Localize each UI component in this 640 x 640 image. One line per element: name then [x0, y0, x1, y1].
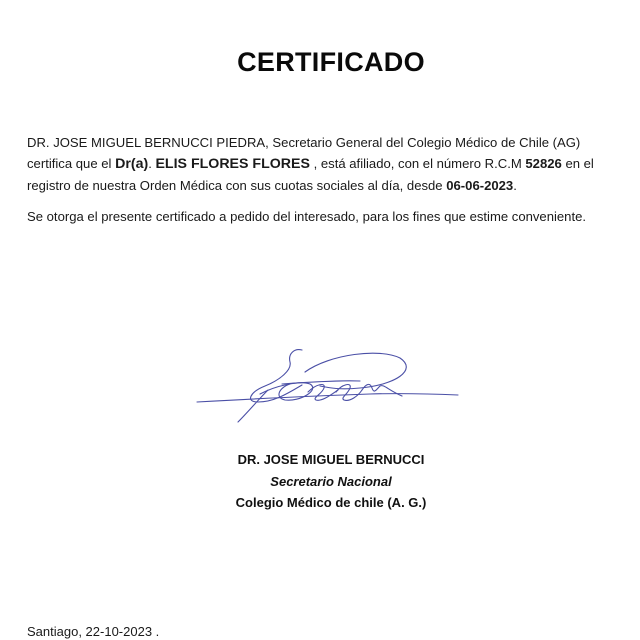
paragraph-text: , está afiliado, con el número R.C.M — [309, 156, 526, 171]
paragraph-text: , Secretario General del Colegio Médico de Chile (AG) certifica que el — [27, 135, 581, 171]
purpose-paragraph: Se otorga el presente certificado a pedido del interesado, para los fines que estime conveniente. — [27, 209, 587, 224]
paragraph-text: . — [513, 178, 517, 193]
place-and-date: Santiago, 22-10-2023 . — [27, 624, 160, 639]
affiliation-date: 06-06-2023 — [446, 178, 514, 193]
signer-organization: Colegio Médico de chile (A. G.) — [235, 495, 427, 510]
handwritten-signature-icon — [190, 340, 470, 430]
member-name: ELIS FLORES FLORES — [155, 156, 310, 172]
signer-role: Secretario Nacional — [270, 474, 392, 489]
rcm-number: 52826 — [525, 156, 562, 171]
honorific: Dr(a) — [115, 156, 149, 172]
document-title: CERTIFICADO — [237, 47, 425, 77]
paragraph-text: en el registro de nuestra Orden Médica con sus cuotas sociales al día, desde — [27, 156, 594, 193]
certification-paragraph — [27, 132, 627, 196]
paragraph-text: . — [148, 156, 156, 171]
issuer-name: DR. JOSE MIGUEL BERNUCCI PIEDRA — [27, 135, 266, 150]
signer-name: DR. JOSE MIGUEL BERNUCCI — [237, 452, 425, 467]
